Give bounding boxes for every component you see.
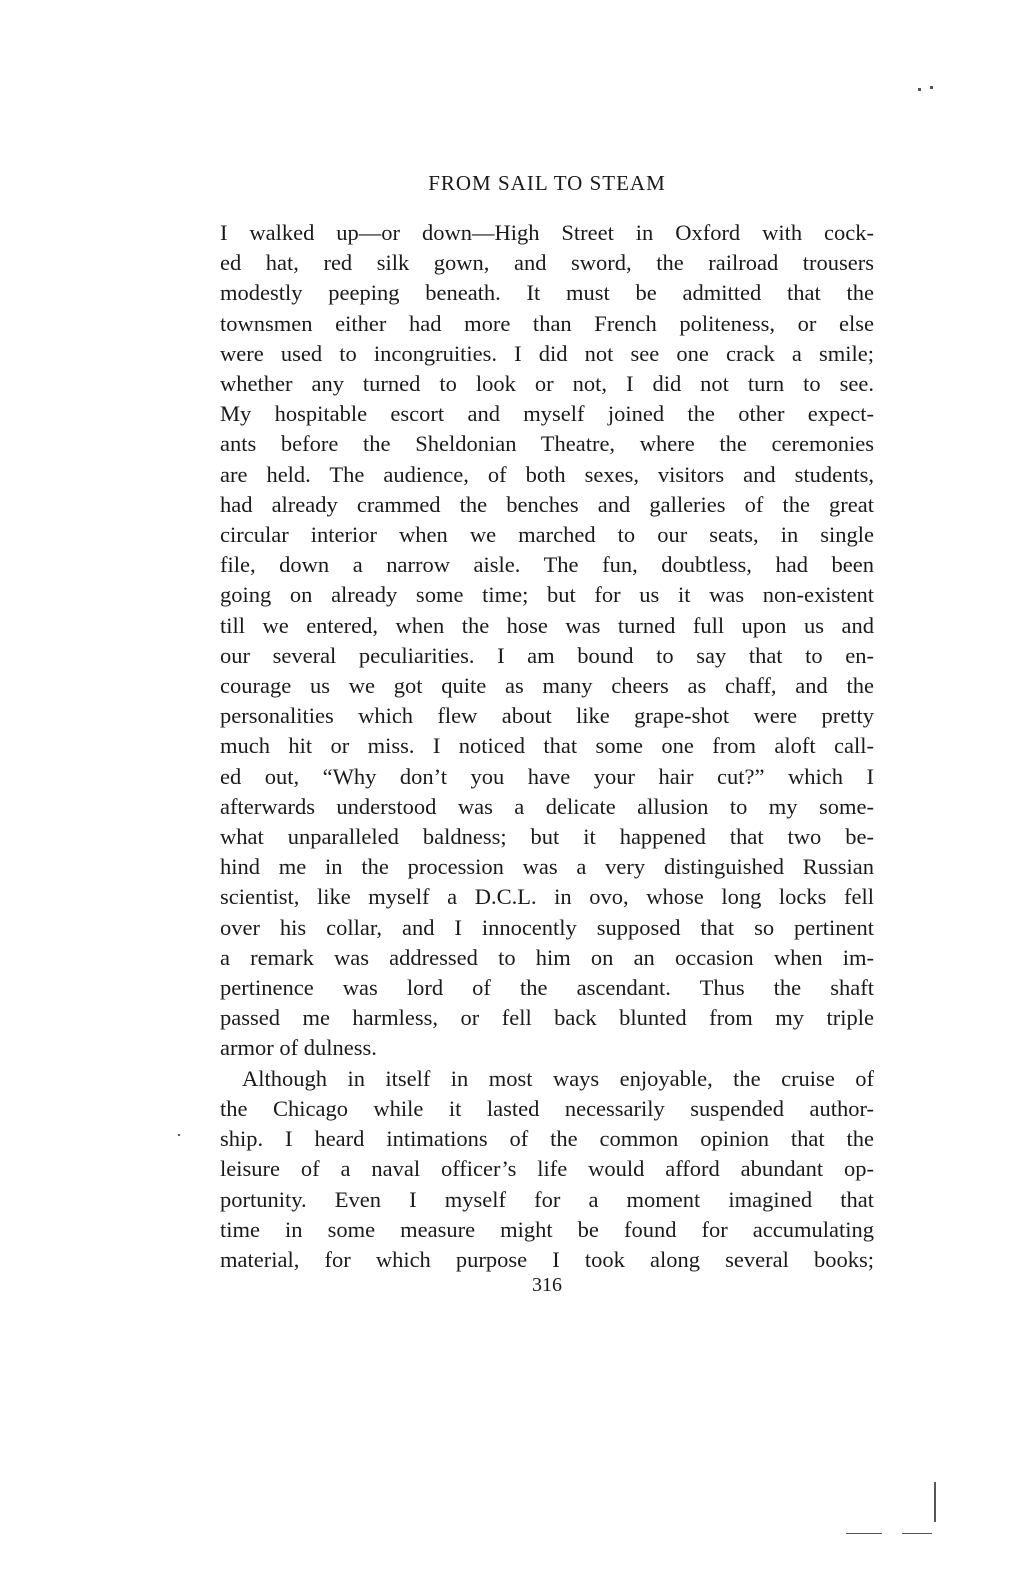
text-line: portunity. Even I myself for a moment imagined that [220, 1186, 874, 1212]
text-line: a remark was addressed to him on an occasion when im- [220, 944, 874, 970]
text-line: ed hat, red silk gown, and sword, the railroad trousers [220, 250, 874, 276]
text-line: armor of dulness. [220, 1035, 377, 1061]
text-line: My hospitable escort and myself joined the other expect- [220, 401, 874, 427]
text-line: circular interior when we marched to our seats, in single [220, 522, 874, 548]
text-line: scientist, like myself a D.C.L. in ovo, whose long locks fell [220, 884, 874, 910]
text-line: modestly peeping beneath. It must be admitted that the [220, 280, 874, 306]
scan-speck [930, 86, 933, 89]
text-line: much hit or miss. I noticed that some one from aloft call- [220, 733, 874, 759]
body-text [220, 218, 874, 1275]
text-line: are held. The audience, of both sexes, visitors and students, [220, 461, 874, 487]
scan-speck [918, 88, 921, 91]
text-line: pertinence was lord of the ascendant. Thus the shaft [220, 975, 874, 1001]
scan-speck [902, 1533, 932, 1534]
text-line: townsmen either had more than French politeness, or else [220, 310, 874, 336]
text-line: material, for which purpose I took along several books; [220, 1246, 874, 1272]
text-line: going on already some time; but for us it was non-existent [220, 582, 874, 608]
text-line: ants before the Sheldonian Theatre, where the ceremonies [220, 431, 874, 457]
text-line: ed out, “Why don’t you have your hair cut?” which I [220, 763, 874, 789]
paragraph-2 [220, 1064, 874, 1275]
text-line: what unparalleled baldness; but it happened that two be- [220, 824, 874, 850]
text-line: passed me harmless, or fell back blunted from my triple [220, 1005, 874, 1031]
text-line: were used to incongruities. I did not see one crack a smile; [220, 340, 874, 366]
running-head: FROM SAIL TO STEAM [428, 171, 666, 195]
text-line: the Chicago while it lasted necessarily suspended author- [220, 1095, 874, 1121]
text-line: Although in itself in most ways enjoyable, the cruise of [242, 1065, 874, 1091]
text-line: over his collar, and I innocently supposed that so pertinent [220, 914, 874, 940]
text-line: had already crammed the benches and galleries of the great [220, 491, 874, 517]
scan-speck [846, 1533, 882, 1534]
text-line: afterwards understood was a delicate allusion to my some- [220, 793, 874, 819]
text-line: leisure of a naval officer’s life would afford abundant op- [220, 1156, 874, 1182]
text-line: time in some measure might be found for accumulating [220, 1216, 874, 1242]
text-line: courage us we got quite as many cheers as chaff, and the [220, 673, 874, 699]
paragraph-1 [220, 218, 874, 1064]
text-line: hind me in the procession was a very distinguished Russian [220, 854, 874, 880]
text-line: ship. I heard intimations of the common opinion that the [220, 1126, 874, 1152]
text-line: our several peculiarities. I am bound to say that to en- [220, 642, 874, 668]
text-line: till we entered, when the hose was turned full upon us and [220, 612, 874, 638]
text-line: I walked up—or down—High Street in Oxford with cock- [220, 220, 874, 245]
page-number: 316 [532, 1274, 562, 1296]
text-line: personalities which flew about like grape-shot were pretty [220, 703, 874, 729]
text-line: file, down a narrow aisle. The fun, doubtless, had been [220, 552, 874, 578]
scan-speck [178, 1134, 180, 1136]
scan-speck [934, 1482, 936, 1522]
text-line: whether any turned to look or not, I did not turn to see. [220, 371, 874, 397]
